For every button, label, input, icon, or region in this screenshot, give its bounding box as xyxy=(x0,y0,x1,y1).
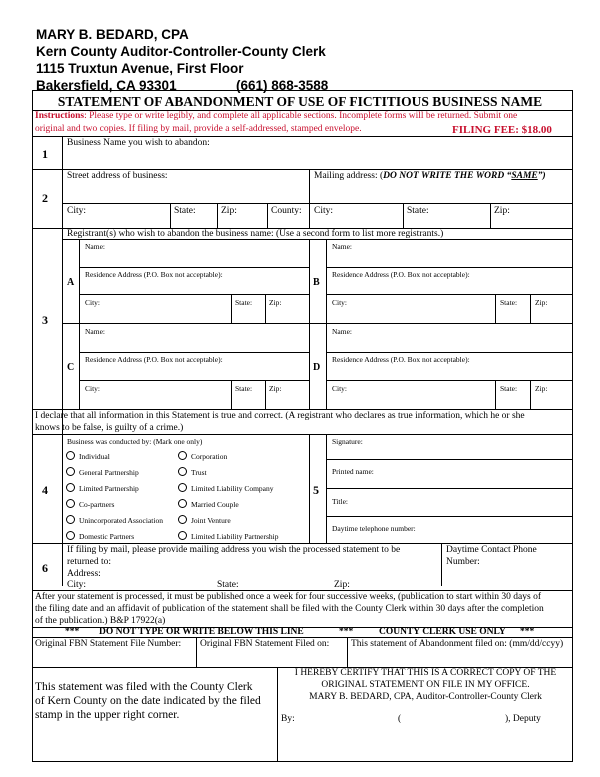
registrant-b-letter: B xyxy=(313,277,320,288)
option-general-partnership[interactable]: General Partnership xyxy=(66,467,139,477)
registrant-c-zip-label: Zip: xyxy=(269,384,282,393)
office-header xyxy=(36,26,329,94)
registrant-d-city-label: City: xyxy=(332,384,348,393)
clerk-name: MARY B. BEDARD, CPA xyxy=(36,27,189,42)
registrants-label: Registrant(s) who wish to abandon the business name: (Use a second form to list more registrants.) xyxy=(67,229,444,239)
mailing-zip-label: Zip: xyxy=(494,206,510,216)
option-trust[interactable]: Trust xyxy=(178,467,207,477)
certify-line1: I HEREBY CERTIFY THAT THIS IS A CORRECT COPY OF THE xyxy=(294,668,557,678)
registrant-a-city-label: City: xyxy=(85,298,101,307)
stars-3: *** xyxy=(520,627,535,637)
radio-icon[interactable] xyxy=(66,499,75,508)
publication-line2: the filing date and an affidavit of publication of the statement shall be filed with the County Clerk within 30 days after the completion xyxy=(35,604,544,614)
radio-icon[interactable] xyxy=(178,515,187,524)
registrant-a-zip-label: Zip: xyxy=(269,298,282,307)
registrant-a-residence-label: Residence Address (P.O. Box not acceptable): xyxy=(85,270,223,279)
registrant-b-name-label: Name: xyxy=(332,242,352,251)
registrant-a-letter: A xyxy=(67,277,75,288)
instructions-line1: Instructions: Please type or write legibly, and complete all applicable sections. Incomplete forms will be returned. Submit one xyxy=(35,111,518,121)
filed-note-line3: stamp in the upper right corner. xyxy=(35,709,180,721)
registrant-c-city-label: City: xyxy=(85,384,101,393)
certify-line2: ORIGINAL STATEMENT ON FILE IN MY OFFICE. xyxy=(321,680,530,690)
certify-line3: MARY B. BEDARD, CPA, Auditor-Controller-County Clerk xyxy=(309,692,542,702)
business-name-label: Business Name you wish to abandon: xyxy=(67,138,210,148)
section-1-number: 1 xyxy=(42,147,48,161)
county-label: County: xyxy=(271,206,302,216)
section-6-number: 6 xyxy=(42,561,48,575)
declaration-line2: knows to be false, is guilty of a crime.) xyxy=(35,423,184,433)
option-co-partners[interactable]: Co-partners xyxy=(66,499,114,509)
title-label: Title: xyxy=(332,497,348,506)
registrant-b-city-label: City: xyxy=(332,298,348,307)
filed-note-line1: This statement was filed with the County Clerk xyxy=(35,681,253,693)
street-address-label: Street address of business: xyxy=(67,171,168,181)
option-individual[interactable]: Individual xyxy=(66,451,110,461)
radio-icon[interactable] xyxy=(178,531,187,540)
clerk-use-only-banner: COUNTY CLERK USE ONLY xyxy=(379,627,506,637)
stars-1: *** xyxy=(65,627,80,637)
mailing-city-label: City: xyxy=(314,206,334,216)
radio-icon[interactable] xyxy=(66,467,75,476)
registrant-c-letter: C xyxy=(67,362,75,373)
mail-return-line2: returned to: xyxy=(67,557,112,567)
return-state-label: State: xyxy=(217,580,239,590)
option-unincorporated-association[interactable]: Unincorporated Association xyxy=(66,515,163,525)
deputy-label: ), Deputy xyxy=(505,714,541,724)
registrant-b-zip-label: Zip: xyxy=(535,298,548,307)
registrant-d-letter: D xyxy=(313,362,321,373)
form-title: STATEMENT OF ABANDONMENT OF USE OF FICTITIOUS BUSINESS NAME xyxy=(57,94,543,109)
contact-phone-label: Daytime Contact Phone xyxy=(446,545,537,555)
office-city: Bakersfield, CA 93301 xyxy=(36,78,177,93)
section-5-number: 5 xyxy=(313,483,319,497)
registrant-a-state-label: State: xyxy=(235,298,253,307)
radio-icon[interactable] xyxy=(66,483,75,492)
office-street: 1115 Truxtun Avenue, First Floor xyxy=(36,61,244,76)
registrant-c-state-label: State: xyxy=(235,384,253,393)
registrant-c-residence-label: Residence Address (P.O. Box not acceptable): xyxy=(85,355,223,364)
street-zip-label: Zip: xyxy=(221,206,237,216)
street-state-label: State: xyxy=(174,206,196,216)
mailing-state-label: State: xyxy=(407,206,429,216)
option-limited-partnership[interactable]: Limited Partnership xyxy=(66,483,139,493)
signature-label: Signature: xyxy=(332,437,363,446)
registrant-d-name-label: Name: xyxy=(332,327,352,336)
registrant-b-state-label: State: xyxy=(500,298,518,307)
declaration-line1: I declare that all information in this Statement is true and correct. (A registrant who declares as true information, which he or she xyxy=(35,411,525,421)
by-label: By: xyxy=(281,714,295,724)
daytime-phone-label: Daytime telephone number: xyxy=(332,524,416,533)
return-city-label: City: xyxy=(67,580,87,590)
radio-icon[interactable] xyxy=(178,483,187,492)
contact-number-label: Number: xyxy=(446,557,480,567)
section-3-number: 3 xyxy=(42,313,48,327)
office-name: Kern County Auditor-Controller-County Clerk xyxy=(36,44,326,59)
option-domestic-partners[interactable]: Domestic Partners xyxy=(66,531,134,541)
stars-2: *** xyxy=(339,627,354,637)
mail-return-line1: If filing by mail, please provide mailing address you wish the processed statement to be xyxy=(67,545,401,555)
instructions-line2: original and two copies. If filing by mail, provide a self-addressed, stamped envelope. xyxy=(35,124,362,134)
radio-icon[interactable] xyxy=(178,467,187,476)
return-zip-label: Zip: xyxy=(334,580,350,590)
return-address-label: Address: xyxy=(67,569,101,579)
registrant-a-name-label: Name: xyxy=(85,242,105,251)
printed-name-label: Printed name: xyxy=(332,467,374,476)
filed-note-line2: of Kern County on the date indicated by the filed xyxy=(35,695,261,707)
business-conducted-label: Business was conducted by: (Mark one only) xyxy=(67,437,203,446)
option-married-couple[interactable]: Married Couple xyxy=(178,499,239,509)
mailing-address-label: Mailing address: (DO NOT WRITE THE WORD “SAME”) xyxy=(314,171,546,181)
section-4-number: 4 xyxy=(42,483,48,497)
registrant-d-residence-label: Residence Address (P.O. Box not acceptable): xyxy=(332,355,470,364)
registrant-b-residence-label: Residence Address (P.O. Box not acceptable): xyxy=(332,270,470,279)
radio-icon[interactable] xyxy=(178,451,187,460)
abandonment-filed-on-label: This statement of Abandonment filed on: (mm/dd/ccyy) xyxy=(351,639,564,649)
office-phone: (661) 868-3588 xyxy=(236,78,329,93)
option-corporation[interactable]: Corporation xyxy=(178,451,227,461)
registrant-c-name-label: Name: xyxy=(85,327,105,336)
registrant-d-zip-label: Zip: xyxy=(535,384,548,393)
street-city-label: City: xyxy=(67,206,87,216)
no-write-banner: DO NOT TYPE OR WRITE BELOW THIS LINE xyxy=(99,627,304,637)
radio-icon[interactable] xyxy=(178,499,187,508)
registrant-d-state-label: State: xyxy=(500,384,518,393)
section-2-number: 2 xyxy=(42,191,48,205)
radio-icon[interactable] xyxy=(66,515,75,524)
fbn-file-number-label: Original FBN Statement File Number: xyxy=(35,639,182,649)
radio-icon[interactable] xyxy=(66,531,75,540)
option-limited-liability-company[interactable]: Limited Liability Company xyxy=(178,483,274,493)
publication-line1: After your statement is processed, it must be published once a week for four successive weeks, (publication to start within 30 days of xyxy=(35,592,542,602)
option-limited-liability-partnership[interactable]: Limited Liability Partnership xyxy=(178,531,278,541)
paren-open: ( xyxy=(398,714,402,724)
fbn-filed-on-label: Original FBN Statement Filed on: xyxy=(200,639,330,649)
publication-line3: of the publication.) B&P 17922(a) xyxy=(35,616,166,626)
option-joint-venture[interactable]: Joint Venture xyxy=(178,515,231,525)
radio-icon[interactable] xyxy=(66,451,75,460)
filing-fee: FILING FEE: $18.00 xyxy=(452,124,552,136)
